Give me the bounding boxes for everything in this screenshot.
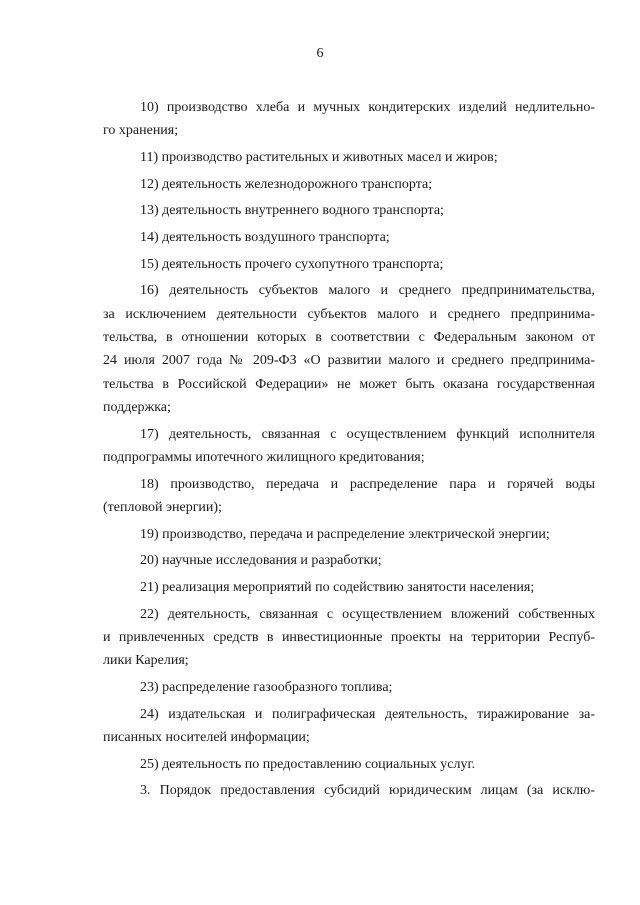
- text-line: 22) деятельность, связанная с осуществлением вложений собственных: [140, 606, 595, 622]
- text-line: 18) производство, передача и распределение пара и горячей воды: [140, 476, 595, 492]
- list-item: [103, 703, 595, 750]
- text-line: (тепловой энергии);: [103, 499, 222, 515]
- text-line: тельства, в отношении которых в соответствии с Федеральным законом от: [103, 330, 595, 346]
- text-line: лики Карелия;: [103, 653, 189, 669]
- text-line: 13) деятельность внутреннего водного транспорта;: [140, 203, 444, 219]
- list-item: [103, 253, 595, 276]
- text-line: тельства в Российской Федерации» не может быть оказана государственная: [103, 376, 595, 392]
- text-line: 24 июля 2007 года № 209-ФЗ «О развитии малого и среднего предпринима-: [103, 353, 595, 369]
- text-line: 24) издательская и полиграфическая деятельность, тиражирование за-: [140, 706, 595, 722]
- list-item: [103, 676, 595, 699]
- text-line: 23) распределение газообразного топлива;: [140, 679, 393, 695]
- text-line: за исключением деятельности субъектов малого и среднего предпринима-: [103, 306, 595, 322]
- text-line: 3. Порядок предоставления субсидий юридическим лицам (за исклю-: [140, 783, 595, 799]
- list-item: [103, 576, 595, 599]
- page-number: 6: [316, 46, 324, 61]
- text-line: подпрограммы ипотечного жилищного кредитования;: [103, 449, 425, 465]
- list-item: [103, 96, 595, 143]
- text-line: и привлеченных средств в инвестиционные проекты на территории Респуб-: [103, 629, 595, 645]
- list-item: [103, 603, 595, 673]
- text-line: поддержка;: [103, 399, 171, 415]
- list-item: [103, 753, 595, 776]
- list-item: [103, 779, 595, 802]
- list-item: [103, 199, 595, 222]
- text-line: 10) производство хлеба и мучных кондитерских изделий недлительно-: [140, 100, 595, 115]
- text-line: 17) деятельность, связанная с осуществлением функций исполнителя: [140, 426, 595, 442]
- list-item: [103, 173, 595, 196]
- text-line: 16) деятельность субъектов малого и среднего предпринимательства,: [140, 283, 595, 299]
- text-line: 19) производство, передача и распределение электрической энергии;: [140, 526, 550, 542]
- text-line: писанных носителей информации;: [103, 729, 310, 745]
- list-item: [103, 423, 595, 470]
- text-line: 11) производство растительных и животных масел и жиров;: [140, 149, 498, 165]
- list-item: [103, 523, 595, 546]
- text-line: 21) реализация мероприятий по содействию занятости населения;: [140, 579, 535, 595]
- text-line: 15) деятельность прочего сухопутного транспорта;: [140, 256, 444, 272]
- list-item: [103, 473, 595, 520]
- document-body: [103, 96, 595, 806]
- list-item: [103, 146, 595, 169]
- list-item: [103, 549, 595, 572]
- text-line: 14) деятельность воздушного транспорта;: [140, 230, 390, 246]
- text-line: 20) научные исследования и разработки;: [140, 553, 382, 569]
- text-line: 25) деятельность по предоставлению социальных услуг.: [140, 756, 476, 772]
- text-line: 12) деятельность железнодорожного транспорта;: [140, 176, 433, 192]
- list-item: [103, 226, 595, 249]
- list-item: [103, 279, 595, 419]
- text-line: го хранения;: [103, 123, 179, 139]
